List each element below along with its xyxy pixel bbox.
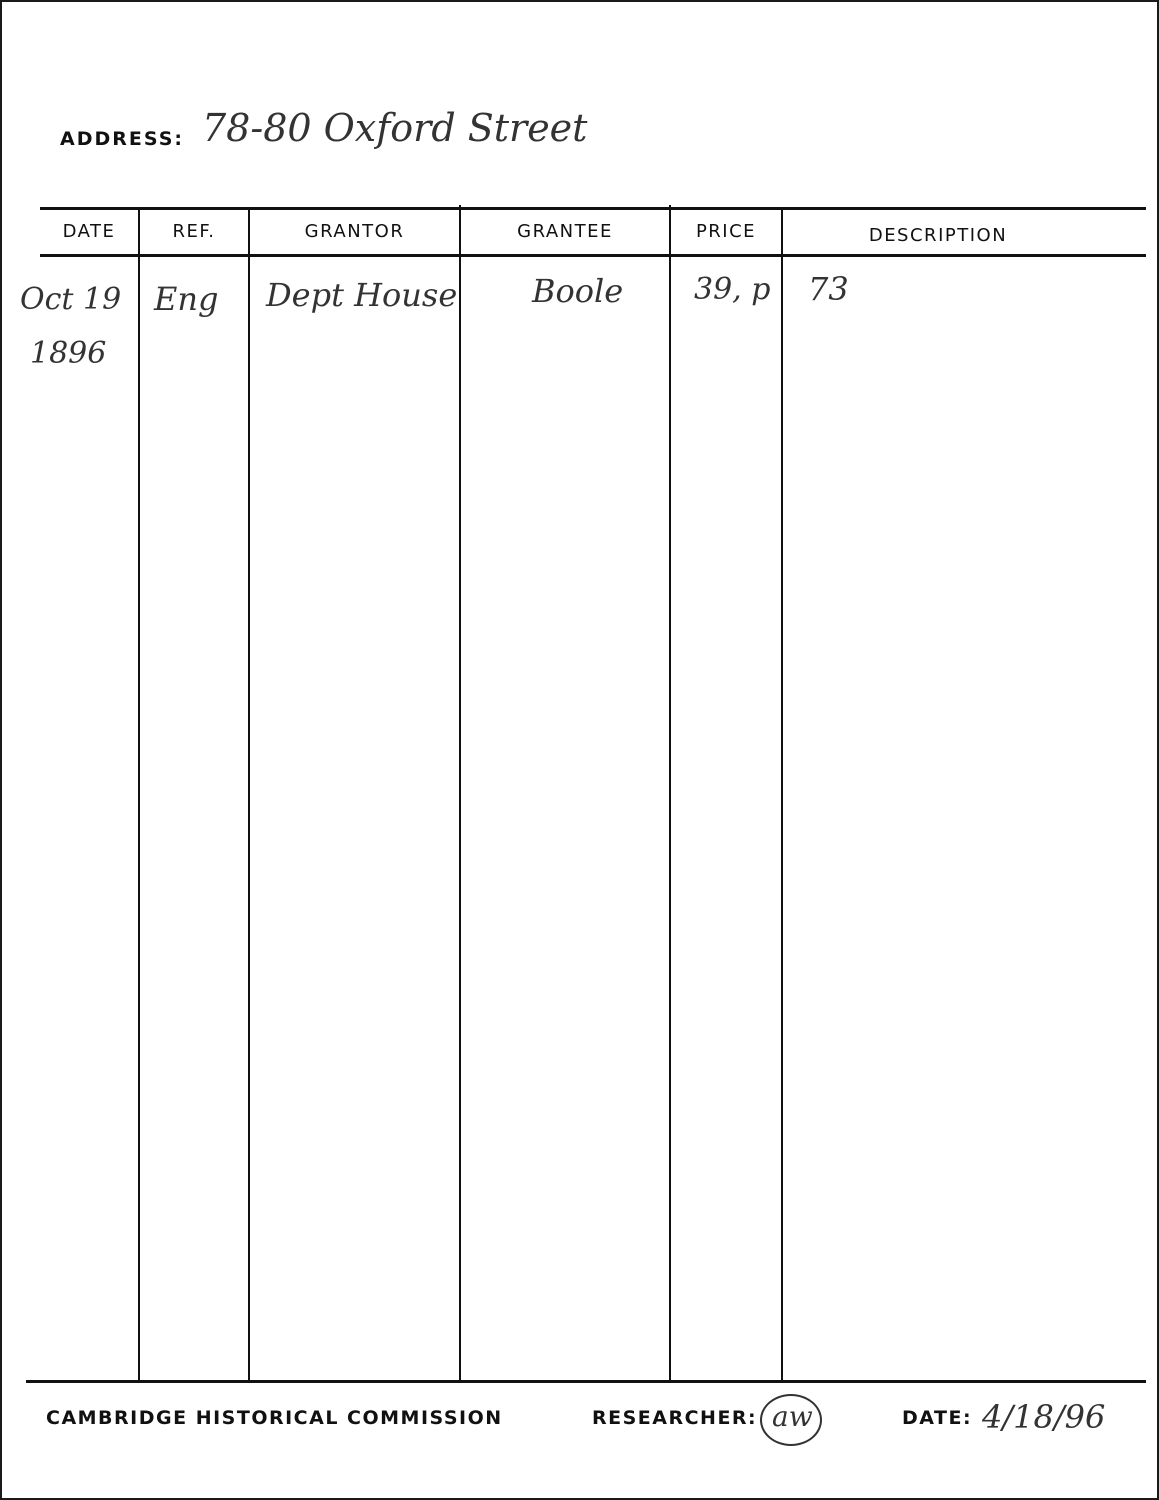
column-header-description: DESCRIPTION [868,225,1008,246]
researcher-initials: aw [772,1400,813,1433]
table-top-rule [40,207,1146,210]
date-value: 4/18/96 [982,1398,1106,1436]
researcher-label: RESEARCHER: [592,1407,758,1429]
column-divider-5 [781,209,783,1382]
column-divider-1 [138,209,140,1382]
cell-description: 73 [808,270,849,308]
column-header-ref: REF. [172,221,216,242]
organization-name: CAMBRIDGE HISTORICAL COMMISSION [46,1407,503,1429]
column-divider-3 [459,205,461,1382]
column-divider-4 [669,205,671,1382]
column-header-grantee: GRANTEE [517,221,613,242]
column-header-price: PRICE [695,221,757,242]
address-label: ADDRESS: [60,128,184,150]
table-header-rule [40,254,1146,257]
date-label: DATE: [902,1407,973,1429]
column-header-date: DATE [62,221,116,242]
column-divider-2 [248,209,250,1382]
cell-grantee: Boole [532,272,624,310]
cell-date: Oct 19 [20,282,122,317]
cell-ref: Eng [154,280,219,318]
column-header-grantor: GRANTOR [304,221,405,242]
cell-price: 39, p [694,272,771,307]
cell-grantor: Dept House [266,276,458,314]
table-bottom-rule [26,1380,1146,1383]
address-value: 78-80 Oxford Street [202,106,588,150]
cell-date-year: 1896 [30,336,107,371]
